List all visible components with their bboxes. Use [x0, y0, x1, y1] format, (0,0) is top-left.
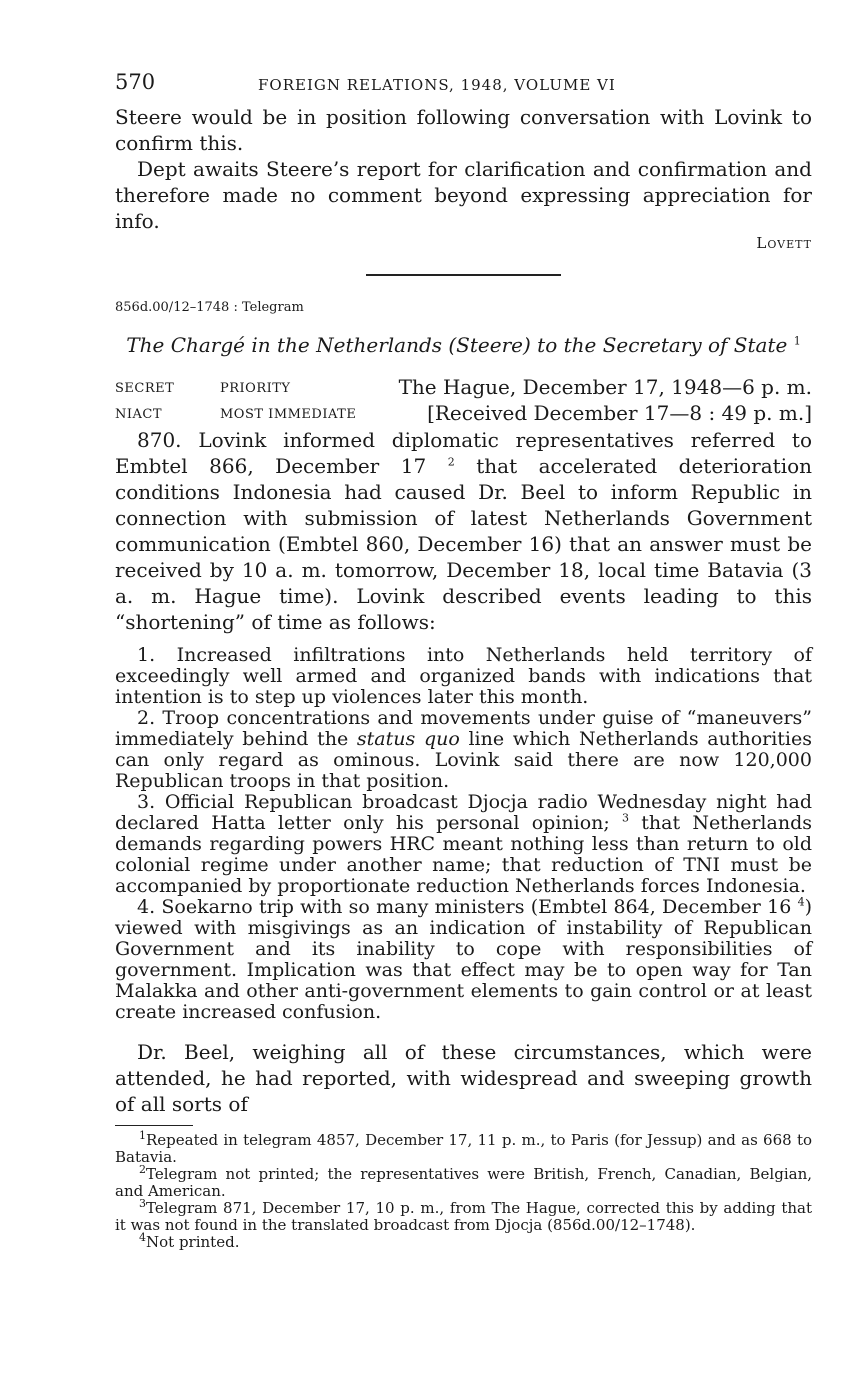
list-item: [115, 708, 812, 792]
classification: SECRET: [115, 381, 175, 396]
italic-term: status quo: [356, 728, 460, 750]
document-title: [115, 333, 812, 357]
footnote-marker: 4: [797, 895, 805, 909]
list-item: 1. Increased infiltrations into Netherlands held territory of exceedingly well armed and organized bands with indications that intention is to step up violences later this month.: [115, 644, 812, 708]
text-run: line which Netherlands authorities can only regard as ominous. Lovink said there are now 120,000 Republican troops in that position.: [115, 728, 813, 792]
text-run: 2. Troop concentrations and movements under guise of “maneuvers” immediately behind the: [115, 707, 812, 750]
text-run: that accelerated deterioration conditions Indonesia had caused Dr. Beel to inform Republic in connection with submission of latest Netherlands Government communication (Embtel 860, December 16) that an answer must be received by 10 a. m. tomorrow, December 18, local time Batavia (3 a. m. Hague time). Lovink described events leading to this “shortening” of time as follows:: [115, 454, 813, 634]
text-run: that Netherlands demands regarding powers HRC meant nothing less than return to old colonial regime under another name; that reduction of TNI must be accompanied by proportionate reduction Netherlands forces Indonesia.: [115, 812, 812, 897]
numbered-list: [115, 645, 812, 1023]
precedence: MOST IMMEDIATE: [220, 407, 357, 422]
dispatch-place-date: The Hague, December 17, 1948—6 p. m.: [398, 375, 812, 399]
footnote: [115, 1231, 812, 1251]
footnote-number: 2: [139, 1163, 146, 1176]
running-head: [115, 68, 812, 104]
footnote-text: Telegram 871, December 17, 10 p. m., from The Hague, corrected this by adding that it was not found in the translated broadcast from Djocja (856d.00/12–1748).: [115, 1199, 812, 1234]
footnote-text: Telegram not printed; the representatives were British, French, Canadian, Belgian, and American.: [115, 1165, 812, 1200]
footnote-text: Repeated in telegram 4857, December 17, 11 p. m., to Paris (for Jessup) and as 668 to Batavia.: [115, 1131, 812, 1166]
telegram-header-row: [115, 375, 812, 401]
footnote: [115, 1197, 812, 1234]
footnote-text: Not printed.: [146, 1233, 240, 1251]
footnote-number: 4: [139, 1231, 146, 1244]
list-item: [115, 792, 812, 897]
footnote-number: 3: [139, 1197, 146, 1210]
file-reference: 856d.00/12–1748 : Telegram: [115, 300, 304, 315]
telegram-header-row: [115, 401, 812, 427]
signature: Lovett: [756, 234, 812, 252]
distribution: NIACT: [115, 407, 163, 422]
continuation-paragraph: Dept awaits Steere’s report for clarification and confirmation and therefore made no comment beyond expressing appreciation for info.: [115, 157, 812, 233]
section-divider: [366, 274, 561, 276]
received-date: [Received December 17—8 : 49 p. m.]: [427, 401, 812, 425]
footnote-marker: 3: [622, 811, 630, 825]
footnote-marker: 2: [447, 455, 455, 469]
telegram-header: [115, 375, 812, 427]
list-item: [115, 897, 812, 1023]
continuation-paragraph: Steere would be in position following conversation with Lovink to confirm this.: [115, 105, 812, 155]
footnote-number: 1: [139, 1129, 146, 1142]
closing-paragraph: Dr. Beel, weighing all of these circumstances, which were attended, he had reported, with widespread and sweeping growth of all sorts of: [115, 1040, 812, 1116]
telegram-paragraph: [115, 427, 812, 635]
text-run: 4. Soekarno trip with so many ministers (Embtel 864, December 16: [137, 896, 792, 918]
text-run: ) viewed with misgivings as an indication of instability of Republican Government and its inability to cope with responsibilities of government. Implication was that effect may be to open way for Tan Malakka and other anti-government elements to gain control or at least create increased confusion.: [115, 896, 812, 1023]
text-run: 870. Lovink informed diplomatic representatives referred to Embtel 866, December 17: [115, 428, 812, 478]
priority: PRIORITY: [220, 381, 291, 396]
footnote: [115, 1129, 812, 1166]
footnote-marker: 1: [793, 334, 801, 348]
page-number: 570: [115, 70, 156, 94]
footnote: [115, 1163, 812, 1200]
footnote-divider: [115, 1125, 193, 1126]
document-title-text: The Chargé in the Netherlands (Steere) to the Secretary of State: [126, 333, 788, 357]
footnotes: [115, 1129, 812, 1251]
text-run: 3. Official Republican broadcast Djocja radio Wednesday night had declared Hatta letter only his personal opinion;: [115, 791, 812, 834]
running-title: FOREIGN RELATIONS, 1948, VOLUME VI: [258, 76, 616, 94]
document-page: [115, 68, 812, 1251]
